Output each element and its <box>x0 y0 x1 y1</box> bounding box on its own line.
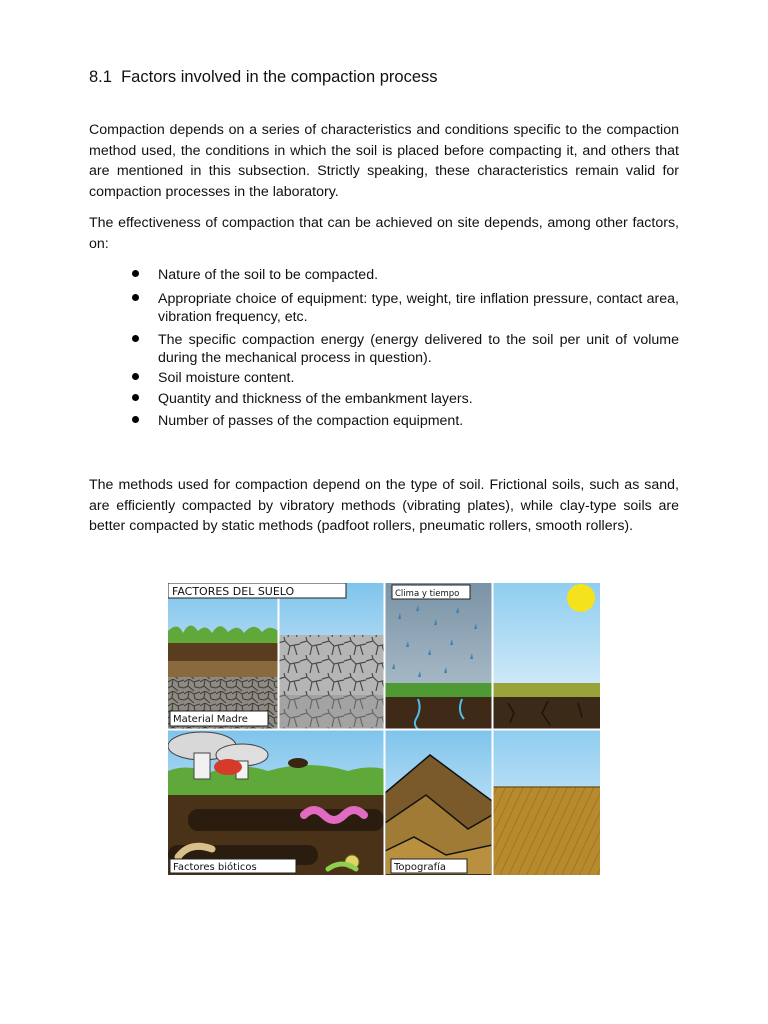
bullet-dot-icon <box>132 335 139 342</box>
panel-sun <box>493 583 600 729</box>
sun-icon <box>567 584 595 612</box>
biotic-label: Factores bióticos <box>173 862 257 873</box>
bullet-dot-icon <box>132 294 139 301</box>
list-item <box>129 290 679 327</box>
list-item <box>129 369 679 388</box>
list-item-text: Nature of the soil to be compacted. <box>158 267 379 283</box>
figure-title: FACTORES DEL SUELO <box>172 585 295 598</box>
soil-factors-figure <box>168 583 600 875</box>
paragraph-methods: The methods used for compaction depend on the type of soil. Frictional soils, such as sand, are efficiently compacted by vibratory methods (vibrating plates), while clay-type soils are better compacted by static methods (padfoot rollers, pneumatic rollers, smooth rollers). <box>89 477 679 535</box>
panel-rain <box>385 583 492 729</box>
bullet-dot-icon <box>132 270 139 277</box>
paragraph-intro: Compaction depends on a series of characteristics and conditions specific to the compaction method used, the conditions in which the soil is placed before compacting it, and others that are mentioned in this subsection. Strictly speaking, these characteristics remain valid for compaction processes in the laboratory. <box>89 122 679 200</box>
soil-factors-illustration <box>168 583 600 875</box>
list-item-text: Soil moisture content. <box>158 369 295 386</box>
climate-label: Clima y tiempo <box>395 589 460 599</box>
topography-label: Topografía <box>394 862 447 873</box>
panel-soil-layers <box>168 583 278 729</box>
panel-topography <box>385 730 492 875</box>
bullet-dot-icon <box>132 373 139 380</box>
list-item <box>129 390 679 409</box>
list-item <box>129 412 679 431</box>
bullet-dot-icon <box>132 416 139 423</box>
parent-material-label: Material Madre <box>173 714 248 725</box>
panel-plain <box>493 730 600 875</box>
factor-list <box>129 266 679 430</box>
bullet-dot-icon <box>132 394 139 401</box>
list-item-text: The specific compaction energy (energy delivered to the soil per unit of volume during the mechanical process in question). <box>158 331 679 366</box>
list-item-text: Appropriate choice of equipment: type, weight, tire inflation pressure, contact area, vibration frequency, etc. <box>158 290 679 325</box>
panel-biotic <box>168 730 384 875</box>
section-heading: 8.1 Factors involved in the compaction process <box>89 68 438 86</box>
list-item <box>129 331 679 368</box>
list-item-text: Quantity and thickness of the embankment layers. <box>158 391 473 407</box>
list-item <box>129 266 679 285</box>
panel-cracked-rock <box>279 583 384 729</box>
list-item-text: Number of passes of the compaction equipment. <box>158 412 464 429</box>
paragraph-effectiveness: The effectiveness of compaction that can be achieved on site depends, among other factors, on: <box>89 215 679 252</box>
